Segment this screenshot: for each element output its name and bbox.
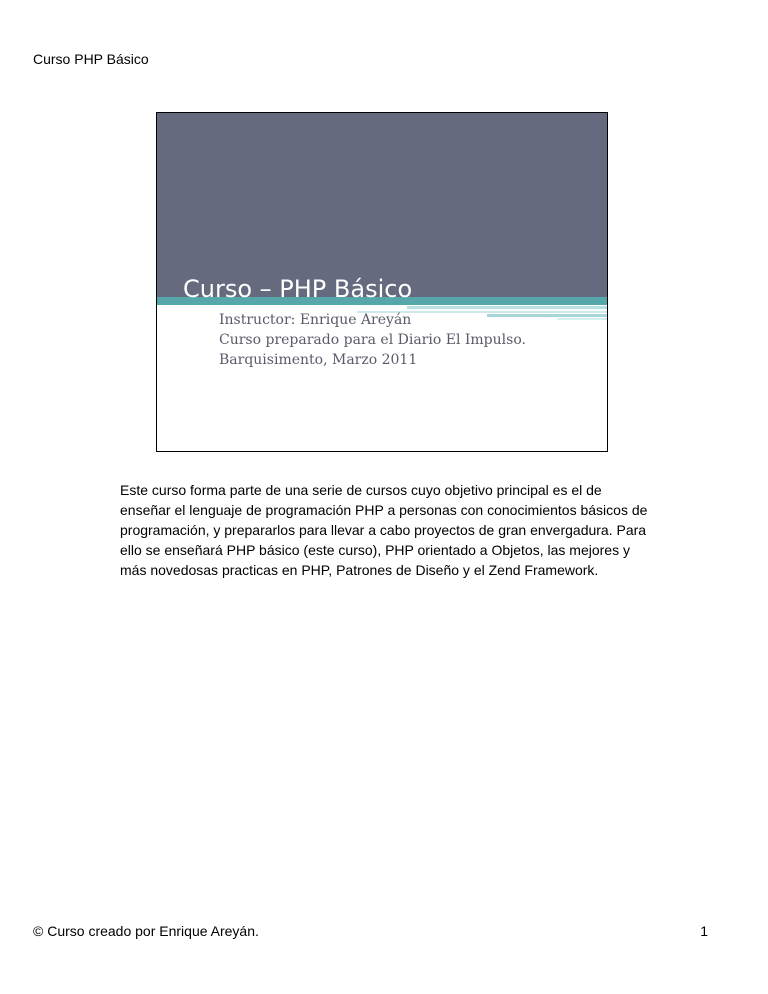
slide-instructor: Instructor: Enrique Areyán [219, 312, 412, 328]
slide-accent-stripe [407, 306, 608, 309]
slide-location-date: Barquisimento, Marzo 2011 [219, 352, 418, 368]
slide-prepared-for: Curso preparado para el Diario El Impulso. [219, 332, 526, 348]
slide-accent-stripe [557, 318, 608, 320]
slide-thumbnail [156, 112, 608, 452]
footer-copyright: © Curso creado por Enrique Areyán. [33, 923, 259, 939]
page-header-title: Curso PHP Básico [33, 51, 149, 67]
slide-title-band [157, 113, 607, 297]
course-description: Este curso forma parte de una serie de cursos cuyo objetivo principal es el de enseñar el lenguaje de programación PHP a personas con conocimientos básicos de programación, y prepararlos para llevar a cabo proyectos de gran envergadura. Para ello se enseñará PHP básico (este curso), PHP orientado a Objetos, las mejores y más novedosas practicas en PHP, Patrones de Diseño y el Zend Framework. [120, 482, 648, 578]
slide-subtitle [219, 310, 526, 370]
slide-title: Curso – PHP Básico [183, 275, 413, 303]
page-number: 1 [700, 923, 708, 939]
